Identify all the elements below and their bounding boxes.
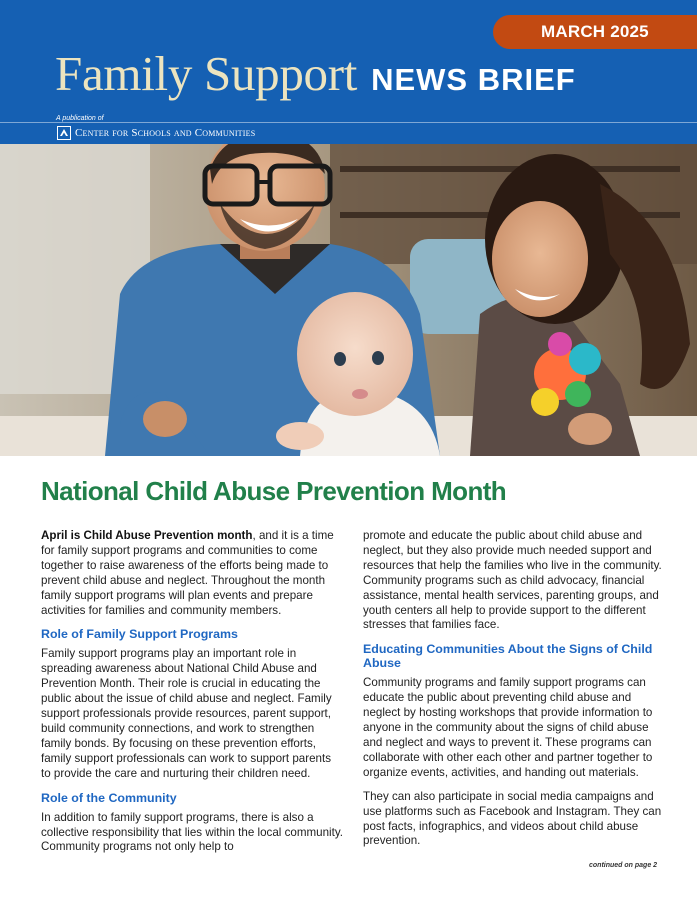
title-suffix: NEWS BRIEF (371, 62, 576, 97)
intro-paragraph (41, 529, 343, 618)
section-heading-educating: Educating Communities About the Signs of Child Abuse (363, 642, 653, 671)
issue-date-badge: MARCH 2025 (493, 15, 697, 49)
continued-note: continued on page 2 (589, 862, 658, 869)
section-body-community-part1: In addition to family support programs, there is also a collective responsibility that lies within the local community. Community programs not only help to (41, 810, 343, 854)
section-body-educating-1: Community programs and family support programs can educate the public about preventing child abuse and neglect by hosting workshops that provide information to anyone in the community about the signs of child abuse and neglect and ways to prevent it. These programs can collaborate with other each other and partner together to organize events, activities, and handing out materials. (363, 676, 653, 779)
article-column-left (41, 529, 343, 864)
section-heading-family-support: Role of Family Support Programs (41, 627, 238, 642)
publisher-name: Center for Schools and Communities (75, 127, 256, 139)
intro-body: , and it is a time for family support programs and communities to come together to raise awareness of the efforts being made to prevent child abuse and neglect. Throughout the month family support programs will plan events and prepare activities for families and community members. (41, 529, 334, 617)
family-photo (0, 144, 697, 456)
section-body-educating-2: They can also participate in social media campaigns and use platforms such as Facebook and Instagram. They can post facts, infographics, and videos about child abuse prevention. (363, 789, 662, 848)
section-body-community-part2: promote and educate the public about child abuse and neglect, but they also provide much needed support and resources that help the families who live in the community. Community programs such as child advocacy, financial assistance, mental health services, parenting groups, and youth centers all help to provide support to the different stresses that families face. (363, 529, 662, 632)
publication-of-label: A publication of (56, 115, 104, 122)
title-main: Family Support (55, 46, 358, 101)
section-body-family-support: Family support programs play an important role in spreading awareness about National Child Abuse and Prevention Month. Their role is crucial in educating the public about the issue of child abuse and neglect. Family support professionals provide resources, parent support, build community connections, and work to strengthen family bonds. By focusing on these prevention efforts, family support professionals can work to support parents to provide the care and nurturing their children need. (41, 647, 332, 780)
article-headline: National Child Abuse Prevention Month (41, 476, 507, 506)
article-column-right (363, 529, 663, 858)
publisher-bar (0, 122, 697, 144)
section-heading-community: Role of the Community (41, 790, 177, 805)
publisher-logo-icon (57, 126, 71, 140)
masthead (0, 0, 697, 144)
newsletter-title (55, 45, 576, 102)
intro-lead: April is Child Abuse Prevention month (41, 529, 253, 542)
